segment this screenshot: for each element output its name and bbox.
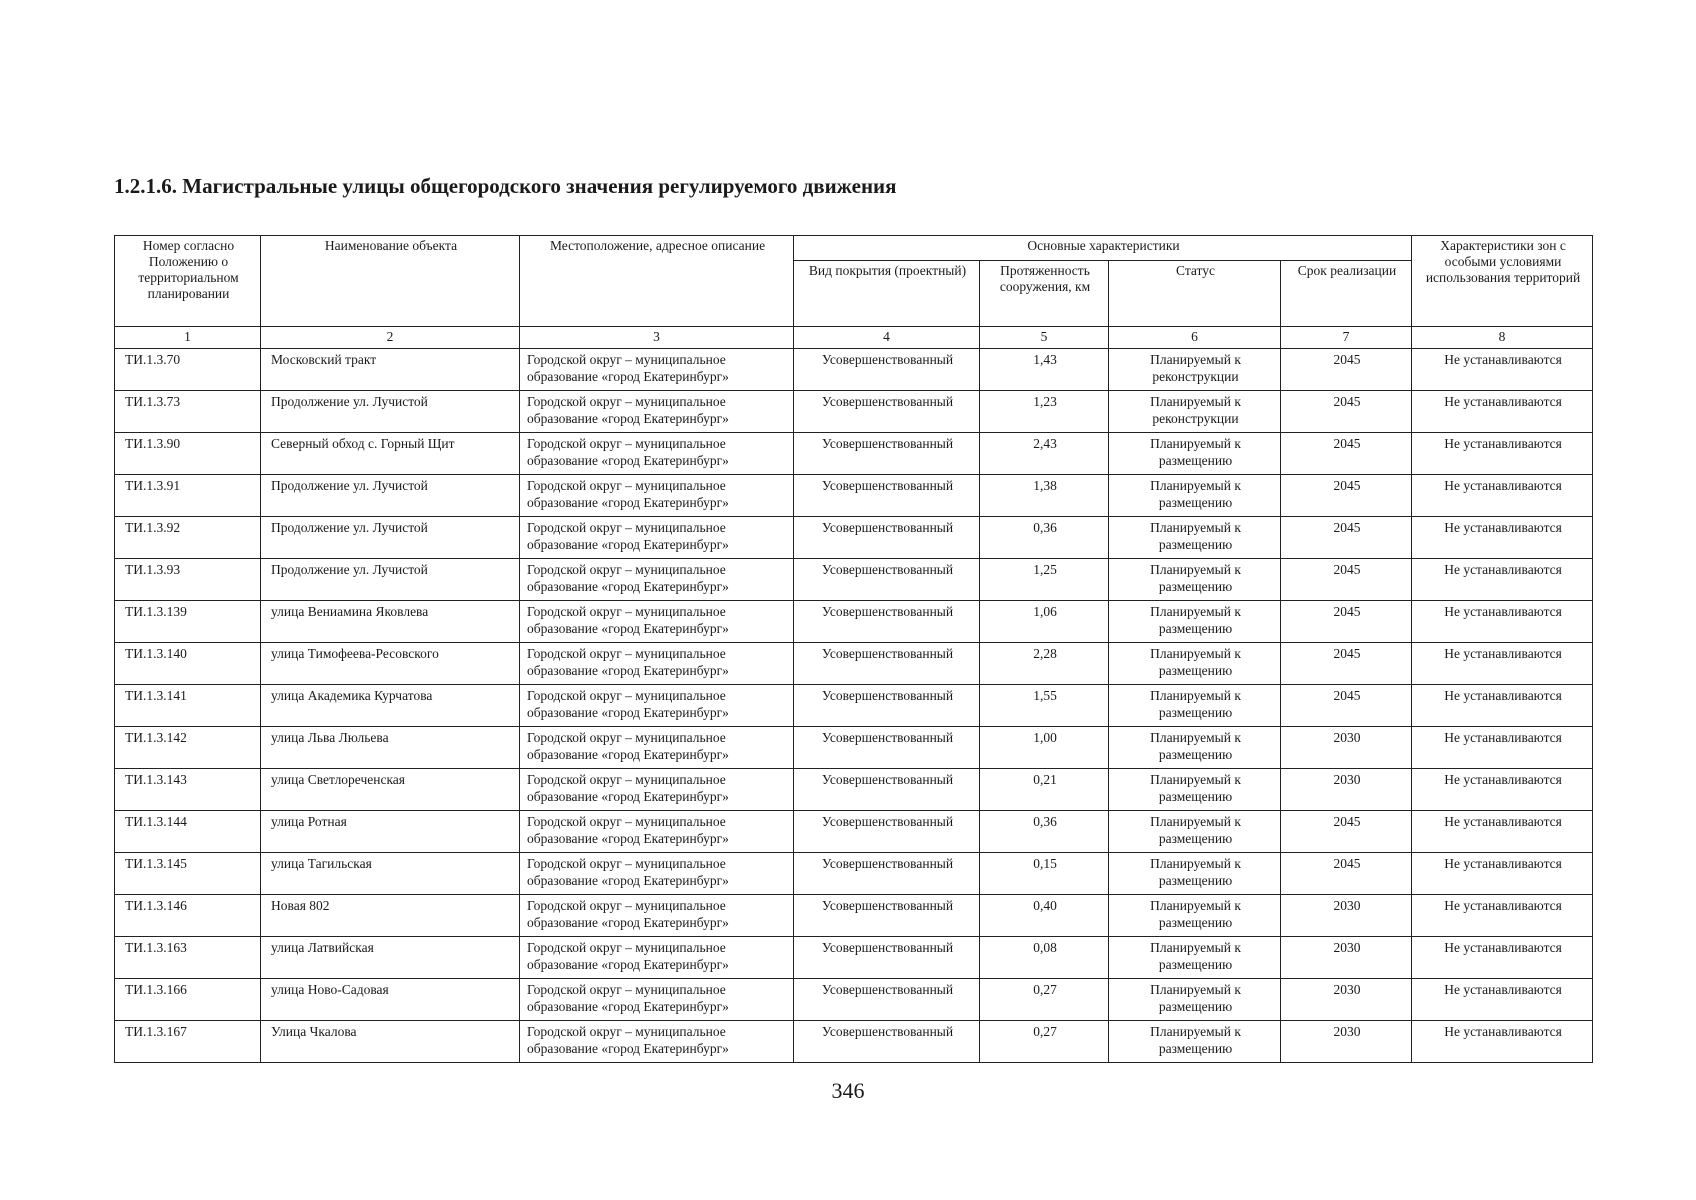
header-location: Местоположение, адресное описание [520, 236, 794, 327]
table-row [115, 1021, 1593, 1063]
table-row [115, 937, 1593, 979]
table-row [115, 433, 1593, 475]
row-number-cell: ТИ.1.3.92 [115, 517, 261, 559]
zones-cell: Не устанавливаются [1412, 433, 1593, 475]
status-cell: Планируемый к реконструкции [1109, 391, 1281, 433]
surface-cell: Усовершенствованный [794, 853, 980, 895]
object-name-cell: улица Льва Люльева [261, 727, 520, 769]
row-number-cell: ТИ.1.3.143 [115, 769, 261, 811]
row-number-cell: ТИ.1.3.142 [115, 727, 261, 769]
surface-cell: Усовершенствованный [794, 979, 980, 1021]
row-number-cell: ТИ.1.3.90 [115, 433, 261, 475]
length-cell: 0,36 [980, 517, 1109, 559]
length-cell: 2,28 [980, 643, 1109, 685]
row-number-cell: ТИ.1.3.167 [115, 1021, 261, 1063]
surface-cell: Усовершенствованный [794, 349, 980, 391]
year-cell: 2030 [1281, 727, 1412, 769]
table-row [115, 685, 1593, 727]
object-name-cell: улица Латвийская [261, 937, 520, 979]
column-number: 5 [980, 327, 1109, 349]
column-numbers-row [115, 327, 1593, 349]
row-number-cell: ТИ.1.3.146 [115, 895, 261, 937]
length-cell: 1,06 [980, 601, 1109, 643]
year-cell: 2045 [1281, 559, 1412, 601]
location-cell: Городской округ – муниципальное образование «город Екатеринбург» [520, 391, 794, 433]
location-cell: Городской округ – муниципальное образование «город Екатеринбург» [520, 517, 794, 559]
header-name: Наименование объекта [261, 236, 520, 327]
length-cell: 1,25 [980, 559, 1109, 601]
status-cell: Планируемый к размещению [1109, 643, 1281, 685]
location-cell: Городской округ – муниципальное образование «город Екатеринбург» [520, 559, 794, 601]
row-number-cell: ТИ.1.3.163 [115, 937, 261, 979]
column-number: 4 [794, 327, 980, 349]
surface-cell: Усовершенствованный [794, 643, 980, 685]
year-cell: 2045 [1281, 517, 1412, 559]
object-name-cell: улица Тимофеева-Ресовского [261, 643, 520, 685]
zones-cell: Не устанавливаются [1412, 601, 1593, 643]
surface-cell: Усовершенствованный [794, 601, 980, 643]
location-cell: Городской округ – муниципальное образование «город Екатеринбург» [520, 643, 794, 685]
object-name-cell: Продолжение ул. Лучистой [261, 391, 520, 433]
table-row [115, 769, 1593, 811]
status-cell: Планируемый к размещению [1109, 811, 1281, 853]
table-row [115, 349, 1593, 391]
object-name-cell: улица Тагильская [261, 853, 520, 895]
zones-cell: Не устанавливаются [1412, 727, 1593, 769]
object-name-cell: Московский тракт [261, 349, 520, 391]
header-zones: Характеристики зон с особыми условиями использования территорий [1412, 236, 1593, 327]
surface-cell: Усовершенствованный [794, 727, 980, 769]
status-cell: Планируемый к размещению [1109, 601, 1281, 643]
table-row [115, 853, 1593, 895]
page-number: 346 [831, 1078, 865, 1103]
location-cell: Городской округ – муниципальное образование «город Екатеринбург» [520, 937, 794, 979]
column-number: 6 [1109, 327, 1281, 349]
row-number-cell: ТИ.1.3.145 [115, 853, 261, 895]
object-name-cell: Продолжение ул. Лучистой [261, 517, 520, 559]
zones-cell: Не устанавливаются [1412, 895, 1593, 937]
zones-cell: Не устанавливаются [1412, 391, 1593, 433]
zones-cell: Не устанавливаются [1412, 643, 1593, 685]
location-cell: Городской округ – муниципальное образование «город Екатеринбург» [520, 769, 794, 811]
surface-cell: Усовершенствованный [794, 769, 980, 811]
row-number-cell: ТИ.1.3.73 [115, 391, 261, 433]
table-row [115, 559, 1593, 601]
row-number-cell: ТИ.1.3.93 [115, 559, 261, 601]
header-length: Протяженность сооружения, км [980, 261, 1109, 327]
length-cell: 1,38 [980, 475, 1109, 517]
status-cell: Планируемый к размещению [1109, 517, 1281, 559]
row-number-cell: ТИ.1.3.141 [115, 685, 261, 727]
status-cell: Планируемый к размещению [1109, 853, 1281, 895]
status-cell: Планируемый к размещению [1109, 769, 1281, 811]
location-cell: Городской округ – муниципальное образование «город Екатеринбург» [520, 979, 794, 1021]
zones-cell: Не устанавливаются [1412, 475, 1593, 517]
header-status: Статус [1109, 261, 1281, 327]
object-name-cell: Новая 802 [261, 895, 520, 937]
status-cell: Планируемый к размещению [1109, 979, 1281, 1021]
location-cell: Городской округ – муниципальное образование «город Екатеринбург» [520, 475, 794, 517]
roads-table [114, 235, 1593, 1063]
object-name-cell: улица Вениамина Яковлева [261, 601, 520, 643]
header-surface: Вид покрытия (проектный) [794, 261, 980, 327]
object-name-cell: Продолжение ул. Лучистой [261, 475, 520, 517]
surface-cell: Усовершенствованный [794, 475, 980, 517]
year-cell: 2030 [1281, 937, 1412, 979]
section-title: 1.2.1.6. Магистральные улицы общегородского значения регулируемого движения [114, 174, 897, 198]
column-number: 2 [261, 327, 520, 349]
surface-cell: Усовершенствованный [794, 391, 980, 433]
zones-cell: Не устанавливаются [1412, 979, 1593, 1021]
length-cell: 0,40 [980, 895, 1109, 937]
location-cell: Городской округ – муниципальное образование «город Екатеринбург» [520, 685, 794, 727]
length-cell: 0,08 [980, 937, 1109, 979]
status-cell: Планируемый к реконструкции [1109, 349, 1281, 391]
header-main-characteristics: Основные характеристики [794, 236, 1412, 261]
row-number-cell: ТИ.1.3.139 [115, 601, 261, 643]
length-cell: 0,21 [980, 769, 1109, 811]
length-cell: 1,43 [980, 349, 1109, 391]
surface-cell: Усовершенствованный [794, 1021, 980, 1063]
column-number: 7 [1281, 327, 1412, 349]
year-cell: 2030 [1281, 895, 1412, 937]
zones-cell: Не устанавливаются [1412, 769, 1593, 811]
length-cell: 0,36 [980, 811, 1109, 853]
object-name-cell: Северный обход с. Горный Щит [261, 433, 520, 475]
year-cell: 2045 [1281, 811, 1412, 853]
status-cell: Планируемый к размещению [1109, 1021, 1281, 1063]
row-number-cell: ТИ.1.3.144 [115, 811, 261, 853]
table-row [115, 643, 1593, 685]
year-cell: 2045 [1281, 349, 1412, 391]
length-cell: 0,27 [980, 979, 1109, 1021]
table-row [115, 475, 1593, 517]
year-cell: 2030 [1281, 1021, 1412, 1063]
object-name-cell: улица Ново-Садовая [261, 979, 520, 1021]
object-name-cell: Продолжение ул. Лучистой [261, 559, 520, 601]
year-cell: 2030 [1281, 979, 1412, 1021]
length-cell: 0,15 [980, 853, 1109, 895]
year-cell: 2045 [1281, 853, 1412, 895]
header-year: Срок реализации [1281, 261, 1412, 327]
table-row [115, 517, 1593, 559]
surface-cell: Усовершенствованный [794, 811, 980, 853]
zones-cell: Не устанавливаются [1412, 937, 1593, 979]
location-cell: Городской округ – муниципальное образование «город Екатеринбург» [520, 811, 794, 853]
header-number: Номер согласно Положению о территориальном планировании [115, 236, 261, 327]
location-cell: Городской округ – муниципальное образование «город Екатеринбург» [520, 727, 794, 769]
row-number-cell: ТИ.1.3.91 [115, 475, 261, 517]
location-cell: Городской округ – муниципальное образование «город Екатеринбург» [520, 601, 794, 643]
row-number-cell: ТИ.1.3.166 [115, 979, 261, 1021]
zones-cell: Не устанавливаются [1412, 559, 1593, 601]
year-cell: 2045 [1281, 601, 1412, 643]
object-name-cell: улица Академика Курчатова [261, 685, 520, 727]
length-cell: 1,23 [980, 391, 1109, 433]
location-cell: Городской округ – муниципальное образование «город Екатеринбург» [520, 853, 794, 895]
status-cell: Планируемый к размещению [1109, 685, 1281, 727]
year-cell: 2045 [1281, 643, 1412, 685]
year-cell: 2045 [1281, 433, 1412, 475]
object-name-cell: Улица Чкалова [261, 1021, 520, 1063]
column-number: 3 [520, 327, 794, 349]
status-cell: Планируемый к размещению [1109, 727, 1281, 769]
status-cell: Планируемый к размещению [1109, 559, 1281, 601]
table-row [115, 601, 1593, 643]
year-cell: 2045 [1281, 685, 1412, 727]
surface-cell: Усовершенствованный [794, 895, 980, 937]
object-name-cell: улица Светлореченская [261, 769, 520, 811]
surface-cell: Усовершенствованный [794, 517, 980, 559]
table-row [115, 979, 1593, 1021]
column-number: 1 [115, 327, 261, 349]
year-cell: 2045 [1281, 391, 1412, 433]
zones-cell: Не устанавливаются [1412, 349, 1593, 391]
zones-cell: Не устанавливаются [1412, 853, 1593, 895]
length-cell: 1,55 [980, 685, 1109, 727]
status-cell: Планируемый к размещению [1109, 937, 1281, 979]
row-number-cell: ТИ.1.3.70 [115, 349, 261, 391]
zones-cell: Не устанавливаются [1412, 1021, 1593, 1063]
zones-cell: Не устанавливаются [1412, 685, 1593, 727]
year-cell: 2045 [1281, 475, 1412, 517]
zones-cell: Не устанавливаются [1412, 811, 1593, 853]
table-row [115, 811, 1593, 853]
length-cell: 2,43 [980, 433, 1109, 475]
status-cell: Планируемый к размещению [1109, 433, 1281, 475]
length-cell: 1,00 [980, 727, 1109, 769]
location-cell: Городской округ – муниципальное образование «город Екатеринбург» [520, 1021, 794, 1063]
surface-cell: Усовершенствованный [794, 685, 980, 727]
year-cell: 2030 [1281, 769, 1412, 811]
zones-cell: Не устанавливаются [1412, 517, 1593, 559]
surface-cell: Усовершенствованный [794, 559, 980, 601]
row-number-cell: ТИ.1.3.140 [115, 643, 261, 685]
location-cell: Городской округ – муниципальное образование «город Екатеринбург» [520, 349, 794, 391]
length-cell: 0,27 [980, 1021, 1109, 1063]
status-cell: Планируемый к размещению [1109, 895, 1281, 937]
location-cell: Городской округ – муниципальное образование «город Екатеринбург» [520, 895, 794, 937]
surface-cell: Усовершенствованный [794, 433, 980, 475]
location-cell: Городской округ – муниципальное образование «город Екатеринбург» [520, 433, 794, 475]
surface-cell: Усовершенствованный [794, 937, 980, 979]
table-row [115, 727, 1593, 769]
column-number: 8 [1412, 327, 1593, 349]
table-row [115, 391, 1593, 433]
object-name-cell: улица Ротная [261, 811, 520, 853]
status-cell: Планируемый к размещению [1109, 475, 1281, 517]
table-row [115, 895, 1593, 937]
